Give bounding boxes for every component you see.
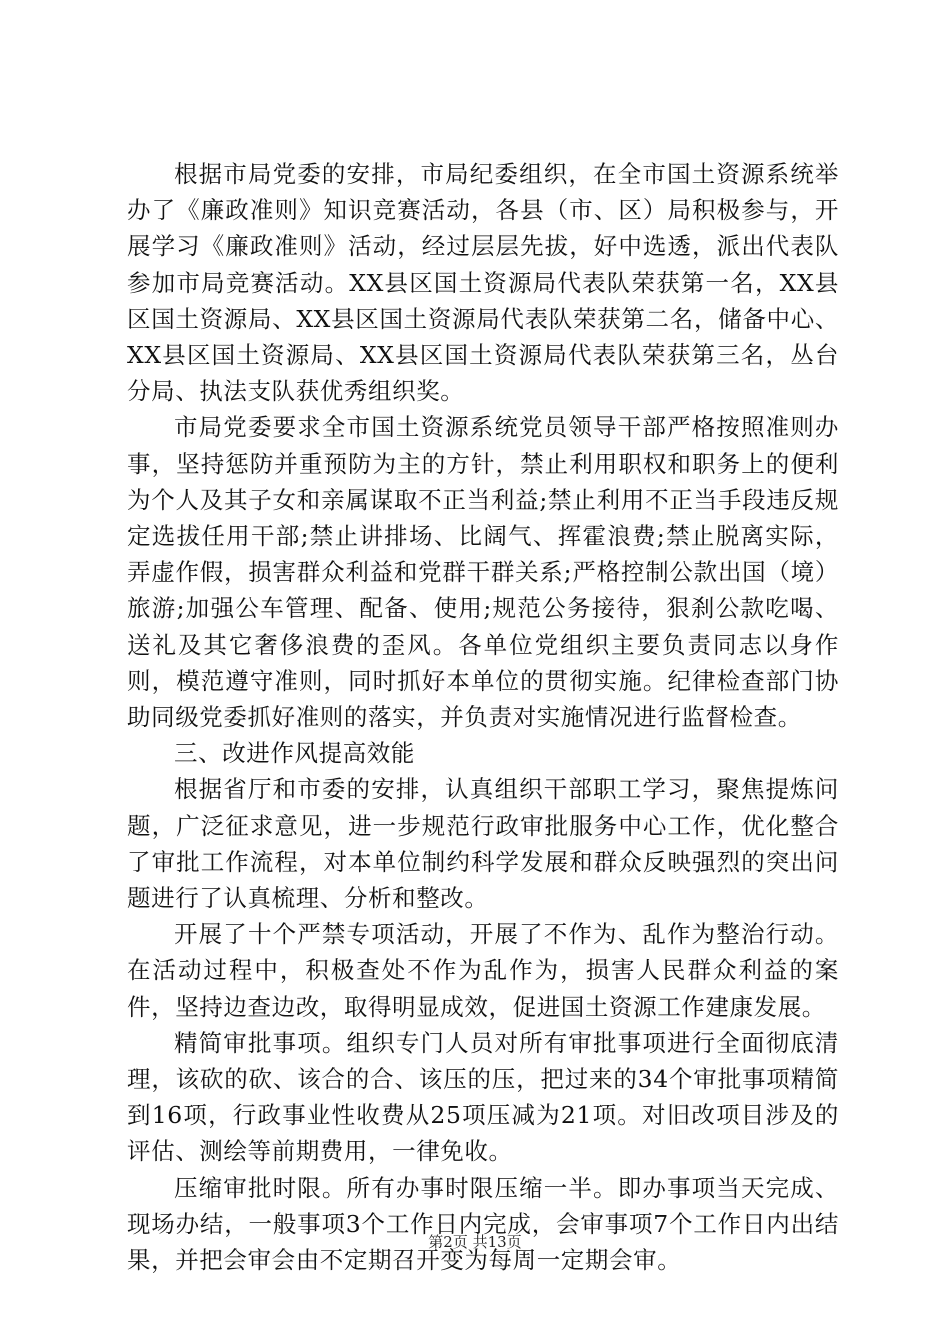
paragraph-ten-prohibitions: 开展了十个严禁专项活动，开展了不作为、乱作为整治行动。在活动过程中，积极查处不作为乱作为，损害人民群众利益的案件，坚持边查边改，取得明显成效，促进国土资源工作建康发展。 — [127, 920, 839, 1021]
paragraph-compress-time-limits: 压缩审批时限。所有办事时限压缩一半。即办事项当天完成、现场办结，一般事项3个工作日内完成，会审事项7个工作日内出结果，并把会审会由不定期召开变为每周一定期会审。 — [127, 1173, 839, 1275]
document-body — [127, 156, 839, 1278]
paragraph-party-requirements: 市局党委要求全市国土资源系统党员领导干部严格按照准则办事，坚持惩防并重预防为主的方针，禁止利用职权和职务上的便利为个人及其子女和亲属谋取不正当利益;禁止利用不正当手段违反规定选拔任用干部;禁止讲排场、比阔气、挥霍浪费;禁止脱离实际，弄虚作假，损害群众利益和党群干群关系;严格控制公款出国（境）旅游;加强公车管理、配备、使用;规范公务接待，狠刹公款吃喝、送礼及其它奢侈浪费的歪风。各单位党组织主要负责同志以身作则，模范遵守准则，同时抓好本单位的贯彻实施。纪律检查部门协助同级党委抓好准则的落实，并负责对实施情况进行监督检查。 — [127, 413, 839, 732]
paragraph-approval-center: 根据省厅和市委的安排，认真组织干部职工学习，聚焦提炼问题，广泛征求意见，进一步规范行政审批服务中心工作，优化整合了审批工作流程，对本单位制约科学发展和群众反映强烈的突出问题进行了认真梳理、分析和整改。 — [127, 775, 839, 913]
section-heading-style-efficiency: 三、改进作风提高效能 — [174, 739, 415, 768]
page-number-footer: 第2页 共13页 — [428, 1233, 522, 1251]
paragraph-competition: 根据市局党委的安排，市局纪委组织，在全市国土资源系统举办了《廉政准则》知识竞赛活动，各县（市、区）局积极参与，开展学习《廉政准则》活动，经过层层先拔，好中选透，派出代表队参加市局竞赛活动。XX县区国土资源局代表队荣获第一名，XX县区国土资源局、XX县区国土资源局代表队荣获第二名，储备中心、XX县区国土资源局、XX县区国土资源局代表队荣获第三名，丛台分局、执法支队获优秀组织奖。 — [127, 160, 839, 406]
paragraph-simplify-approvals: 精简审批事项。组织专门人员对所有审批事项进行全面彻底清理，该砍的砍、该合的合、该压的压，把过来的34个审批事项精简到16项，行政事业性收费从25项压减为21项。对旧改项目涉及的评估、测绘等前期费用，一律免收。 — [127, 1028, 839, 1166]
